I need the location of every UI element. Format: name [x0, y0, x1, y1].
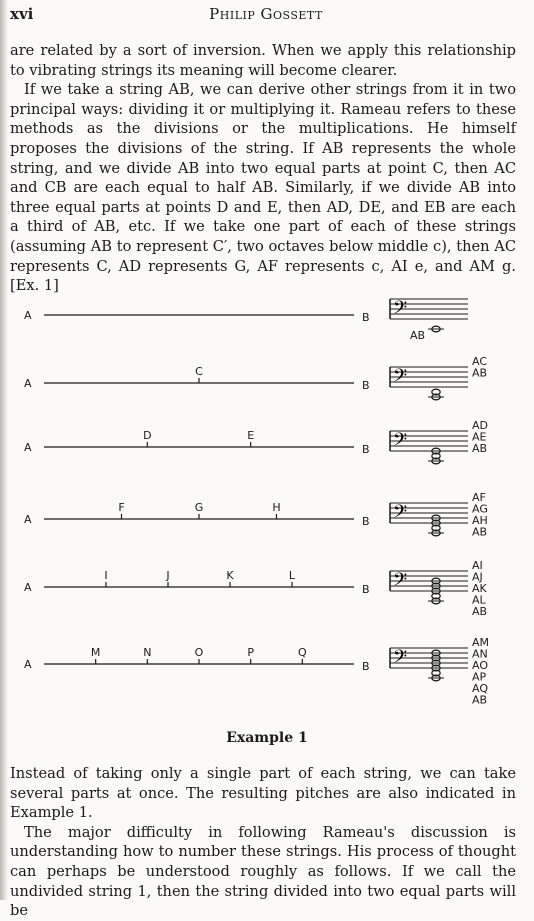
- string-end-a: A: [24, 441, 32, 454]
- paragraph: The major difficulty in following Rameau's discussion is understanding how to number these strings. His process of thought can perhaps be understood roughly as follows. If we call the undivided string 1, then the string divided into two equal parts will be: [10, 823, 516, 920]
- pitch-label: AK: [472, 582, 487, 595]
- pitch-label: AC: [472, 355, 488, 368]
- paragraph: If we take a string AB, we can derive other strings from it in two principal ways: dividing it or multiplying it. Rameau refers to these methods as the divisions or the multiplications. He himself proposes the divisions of the string. If AB represents the whole string, and we divide AB into two equal parts at point C, then AC and CB are each equal to half AB. Similarly, if we divide AB into three equal parts at points D and E, then AD, DE, and EB are each a third of AB, etc. If we take one part of each of these strings (assuming AB to represent C′, two octaves below middle c), then AC represents C, AD represents G, AF represents c, AI e, and AM g. [Ex. 1]: [10, 81, 516, 295]
- body-text-bottom: [10, 764, 516, 921]
- pitch-label: AB: [472, 525, 488, 539]
- pitch-label: AI: [472, 559, 483, 572]
- string-end-b: B: [362, 660, 370, 673]
- pitch-label: AB: [410, 329, 426, 342]
- page-number: xvi: [10, 5, 34, 23]
- pitch-label: AN: [472, 647, 488, 661]
- pitch-label: AB: [472, 693, 488, 707]
- division-point-label: J: [166, 569, 170, 582]
- example-caption: Example 1: [226, 730, 308, 746]
- division-point-label: I: [104, 569, 108, 582]
- pitch-label: AP: [472, 670, 487, 684]
- paragraph: are related by a sort of inversion. When we apply this relationship to vibrating strings its meaning will become clearer.: [10, 42, 516, 79]
- string-end-a: A: [24, 309, 32, 322]
- bass-clef-icon: 𝄢: [393, 502, 408, 527]
- string-end-b: B: [362, 379, 370, 392]
- pitch-label: AB: [472, 605, 488, 618]
- string-end-a: A: [24, 581, 32, 594]
- pitch-label: AQ: [472, 682, 488, 695]
- pitch-label: AM: [472, 636, 490, 649]
- pitch-label: AB: [472, 366, 488, 380]
- division-point-label: C: [195, 365, 203, 378]
- division-point-label: Q: [297, 646, 307, 659]
- pitch-label: AD: [472, 419, 488, 432]
- division-point-label: K: [226, 569, 234, 582]
- division-point-label: N: [143, 646, 152, 659]
- pitch-label: AB: [472, 442, 488, 455]
- pitch-label: AJ: [472, 570, 483, 584]
- page-header: [10, 5, 522, 29]
- division-point-label: E: [247, 429, 255, 442]
- bass-clef-icon: 𝄢: [393, 570, 408, 595]
- pitch-label: AH: [472, 514, 488, 527]
- string-end-a: A: [24, 658, 32, 671]
- string-end-a: A: [24, 513, 32, 526]
- paragraph: Instead of taking only a single part of each string, we can take several parts at once. The resulting pitches are also indicated in Example 1.: [10, 765, 516, 822]
- string-end-b: B: [362, 583, 370, 596]
- division-point-label: H: [272, 501, 281, 514]
- running-head: Philip Gossett: [209, 5, 323, 23]
- division-point-label: M: [90, 646, 101, 659]
- string-end-b: B: [362, 515, 370, 528]
- pitch-label: AG: [472, 502, 488, 516]
- bass-clef-icon: 𝄢: [393, 430, 408, 455]
- string-end-b: B: [362, 311, 370, 324]
- pitch-label: AL: [472, 593, 486, 607]
- pitch-label: AF: [472, 491, 486, 504]
- body-text-top: [10, 41, 516, 296]
- string-end-b: B: [362, 443, 370, 456]
- division-point-label: P: [247, 646, 254, 659]
- bass-clef-icon: 𝄢: [393, 298, 408, 323]
- page-gutter-shadow: [0, 0, 8, 900]
- bass-clef-icon: 𝄢: [393, 366, 408, 391]
- division-point-label: L: [288, 569, 296, 582]
- bass-clef-icon: 𝄢: [393, 647, 408, 672]
- pitch-label: AE: [472, 430, 487, 444]
- division-point-label: D: [143, 429, 152, 442]
- pitch-label: AO: [472, 659, 488, 672]
- division-point-label: O: [194, 646, 204, 659]
- division-point-label: G: [194, 501, 204, 514]
- string-end-a: A: [24, 377, 32, 390]
- division-point-label: F: [118, 501, 125, 514]
- example-1-figure: [14, 297, 524, 727]
